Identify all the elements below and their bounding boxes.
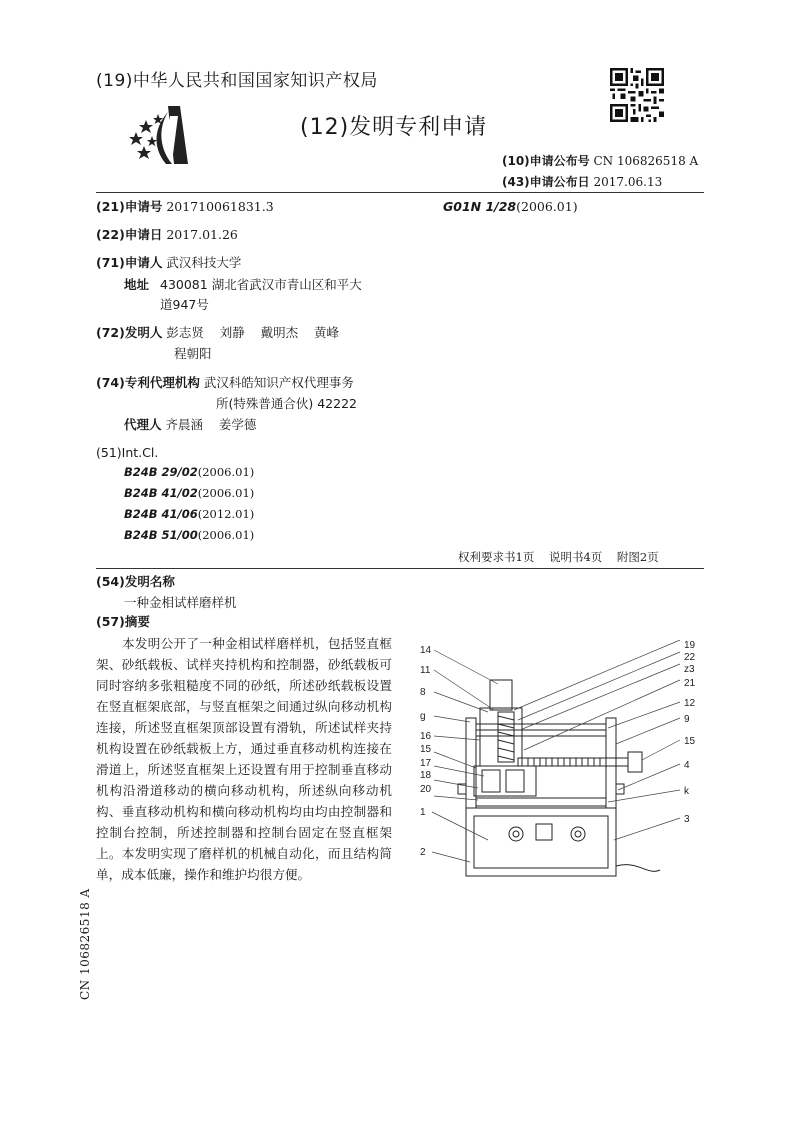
invention-title-label-text: (54)发明名称 <box>96 574 175 589</box>
address-label: 地址 <box>124 277 150 292</box>
figure-label: 2 <box>420 847 426 858</box>
agency-line-1: 武汉科皓知识产权代理事务 <box>203 375 354 390</box>
abstract-label-text: (57)摘要 <box>96 614 150 629</box>
abstract-label <box>96 612 150 631</box>
ipc-item <box>124 465 254 479</box>
abstract-text: 本发明公开了一种金相试样磨样机，包括竖直框架、砂纸载板、试样夹持机构和控制器，砂纸载板可同时容纳多张粗糙度不同的砂纸，所述砂纸载板设置在竖直框架底部，与竖直框架之间通过纵向移动机构连接，所述竖直框架顶部设置有滑轨，所述试样夹持机构设置在砂纸载板上方，通过垂直移动机构连接在滑道上，所述竖直框架上还设置有用于控制垂直移动机构沿滑道移动的横向移动机构，所述纵向移动机构、垂直移动机构和横向移动机构均由均由控制器和控制台控制，所述控制器和控制台固定在竖直框架上。本发明实现了磨样机的机械自动化，而且结构简单，成本低廉，操作和维护均很方便。 <box>96 636 392 882</box>
publication-date-label: (43)申请公布日 <box>502 175 590 189</box>
ipc-date: (2006.01) <box>197 465 255 479</box>
publication-number-label: (10)申请公布号 <box>502 154 590 168</box>
figure-label: 17 <box>420 758 432 769</box>
figure-label: 11 <box>420 665 431 676</box>
int-cl-label: (51)Int.Cl. <box>96 445 159 460</box>
figure-label: z3 <box>684 664 695 675</box>
agent: 齐晨涵 姜学德 <box>165 417 257 432</box>
header-divider <box>96 192 704 193</box>
figure-label: 1 <box>420 807 426 818</box>
address-row <box>124 275 149 294</box>
application-number-label: (21)申请号 <box>96 199 163 214</box>
figure-label: 15 <box>684 736 696 747</box>
main-ipc-row <box>443 197 578 216</box>
address-line-1: 430081 湖北省武汉市青山区和平大 <box>160 277 362 292</box>
main-ipc-date: (2006.01) <box>516 199 578 214</box>
biblio-divider <box>96 568 704 569</box>
figure-label: 3 <box>684 814 690 825</box>
ipc-code: B24B 51/00 <box>124 528 198 542</box>
abstract-figure <box>418 640 708 890</box>
figure-label: 9 <box>684 714 690 725</box>
ipc-code: B24B 29/02 <box>124 465 198 479</box>
document-type: (12)发明专利申请 <box>300 115 488 140</box>
inventors-label: (72)发明人 <box>96 325 163 340</box>
ipc-date: (2012.01) <box>197 507 255 521</box>
ipc-code: B24B 41/06 <box>124 507 198 521</box>
agent-row <box>124 415 256 434</box>
invention-title-label <box>96 572 175 591</box>
office-name: (19)中华人民共和国国家知识产权局 <box>96 71 378 91</box>
address-line-2: 道947号 <box>160 297 209 312</box>
figure-label: 4 <box>684 760 690 771</box>
cnipa-logo <box>128 102 196 168</box>
figure-label: 20 <box>420 784 432 795</box>
figure-label: g <box>420 711 426 722</box>
figure-label: 18 <box>420 770 432 781</box>
applicant-label: (71)申请人 <box>96 255 163 270</box>
agency-label: (74)专利代理机构 <box>96 375 200 390</box>
applicant: 武汉科技大学 <box>166 255 242 270</box>
application-date-label: (22)申请日 <box>96 227 163 242</box>
inventors-line-1: 彭志贤 刘静 戴明杰 黄峰 <box>166 325 339 340</box>
ipc-item <box>124 528 254 542</box>
figure-label: 8 <box>420 687 426 698</box>
figure-label: k <box>684 786 689 797</box>
agency-row <box>96 373 354 392</box>
agent-label: 代理人 <box>124 417 162 432</box>
page-count-note: 权利要求书1页 说明书4页 附图2页 <box>458 550 659 564</box>
ipc-date: (2006.01) <box>197 486 255 500</box>
qr-code-icon <box>610 68 664 122</box>
ipc-code: B24B 41/02 <box>124 486 198 500</box>
side-publication-number: CN 106826518 A <box>78 888 92 1000</box>
invention-title: 一种金相试样磨样机 <box>124 595 237 610</box>
figure-label: 14 <box>420 645 432 656</box>
main-ipc-code: G01N 1/28 <box>443 199 517 214</box>
publication-date: 2017.06.13 <box>593 175 663 189</box>
publication-number-row <box>502 152 698 169</box>
figure-label: 16 <box>420 731 432 742</box>
ipc-item <box>124 486 254 500</box>
figure-label: 22 <box>684 652 696 663</box>
ipc-item <box>124 507 254 521</box>
application-date: 2017.01.26 <box>166 227 238 242</box>
publication-date-row <box>502 173 662 190</box>
applicant-row <box>96 253 241 272</box>
figure-label: 12 <box>684 698 696 709</box>
publication-number: CN 106826518 A <box>593 154 699 168</box>
figure-label: 21 <box>684 678 696 689</box>
figure-label: 15 <box>420 744 432 755</box>
figure-label: 19 <box>684 640 696 651</box>
machine-base <box>466 808 616 876</box>
application-number-row <box>96 197 274 216</box>
inventors-line-2: 程朝阳 <box>174 346 212 361</box>
inventors-row <box>96 323 339 342</box>
ipc-date: (2006.01) <box>197 528 255 542</box>
application-date-row <box>96 225 238 244</box>
agency-line-2: 所(特殊普通合伙) 42222 <box>216 396 357 411</box>
application-number: 201710061831.3 <box>166 199 274 214</box>
